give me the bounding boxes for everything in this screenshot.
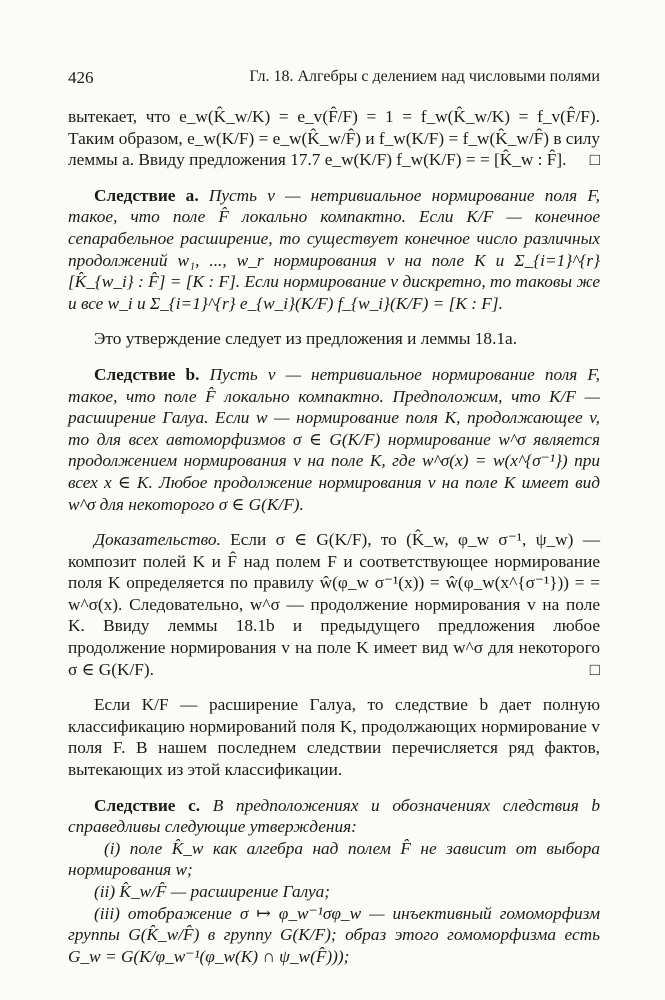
corollary-c-label: Следствие c. <box>94 795 201 815</box>
galois-paragraph: Если K/F — расширение Галуа, то следствие b дает полную классификацию нормирований поля K, продолжающих нормирование v поля F. В нашем последнем следствии перечисляется ряд фактов, вытекающих из этой классификации. <box>68 695 600 780</box>
corollary-c-statement: В предположениях и обозначениях следствия b справедливы следующие утверждения: <box>68 795 601 837</box>
corollary-c <box>68 795 600 838</box>
qed-symbol-2: □ <box>589 659 600 679</box>
list-item: (i) поле K̂_w как алгебра над полем F̂ не зависит от выбора нормирования w; <box>68 838 600 880</box>
list-item: (iii) отображение σ ↦ φ_w⁻¹σφ_w — инъективный гомоморфизм группы G(K̂_w/F̂) в группу G(K/F); образ этого гомоморфизма есть G_w = G(K/φ_w⁻¹(φ_w(K) ∩ ψ_w(F̂))); <box>68 903 600 966</box>
intro-text: вытекает, что e_w(K̂_w/K) = e_v(F̂/F) = 1 = f_w(K̂_w/K) = f_v(F̂/F). Таким образом, e_w(K/F) = e_w(K̂_w/F̂) и f_w(K/F) = f_w(K̂_w/F̂) в силу леммы a. Ввиду предложения 17.7 e_w(K/F) f_w(K/F) = = [K̂_w : F̂]. <box>68 107 600 170</box>
corollary-a <box>68 185 600 315</box>
proof-paragraph <box>68 529 600 680</box>
qed-symbol: □ <box>589 150 600 170</box>
corollary-b <box>68 364 600 515</box>
corollary-a-proof: Это утверждение следует из предложения и леммы 18.1a. <box>94 329 518 349</box>
intro-paragraph <box>68 106 600 171</box>
proof-text: Если σ ∈ G(K/F), то (K̂_w, φ_w σ⁻¹, ψ_w) — композит полей K и F̂ над полем F и соответствующее нормирование поля K определяется по правилу ŵ(φ_w σ⁻¹(x)) = ŵ(φ_w(x^{σ⁻¹})) = = w^σ(x). Следовательно, w^σ — продолжение нормирования v на поле K. Ввиду леммы 18.1b и предыдущего предложения любое продолжение нормирования v на поле K имеет вид w^σ для некоторого σ ∈ G(K/F). <box>68 530 600 679</box>
page-header <box>68 68 600 88</box>
corollary-a-statement: Пусть v — нетривиальное нормирование поля F, такое, что поле F̂ локально компактно. Если K/F — конечное сепарабельное расширение, то существует конечное число различных продолжений w₁, ..., w_r нормирования v на поле K и Σ_{i=1}^{r} [K̂_{w_i} : F̂] = [K : F]. Если нормирование v дискретно, то таковы же и все w_i и Σ_{i=1}^{r} e_{w_i}(K/F) f_{w_i}(K/F) = [K : F]. <box>68 185 600 313</box>
running-title: Гл. 18. Алгебры с делением над числовыми полями <box>249 68 600 85</box>
list-item: (ii) K̂_w/F̂ — расширение Галуа; <box>94 882 331 901</box>
corollary-b-statement: Пусть v — нетривиальное нормирование поля F, такое, что поле F̂ локально компактно. Предположим, что K/F — расширение Галуа. Если w — нормирование поля K, продолжающее v, то для всех автоморфизмов σ ∈ G(K/F) нормирование w^σ является продолжением нормирования v на поле K, где w^σ(x) = w(x^{σ⁻¹}) при всех x ∈ K. Любое продолжение нормирования v на поле K имеет вид w^σ для некоторого σ ∈ G(K/F). <box>68 364 600 514</box>
corollary-b-label: Следствие b. <box>94 364 200 384</box>
page-number: 426 <box>68 68 94 87</box>
book-page <box>68 60 600 967</box>
proof-label: Доказательство. <box>94 530 221 550</box>
corollary-a-label: Следствие a. <box>94 185 199 205</box>
